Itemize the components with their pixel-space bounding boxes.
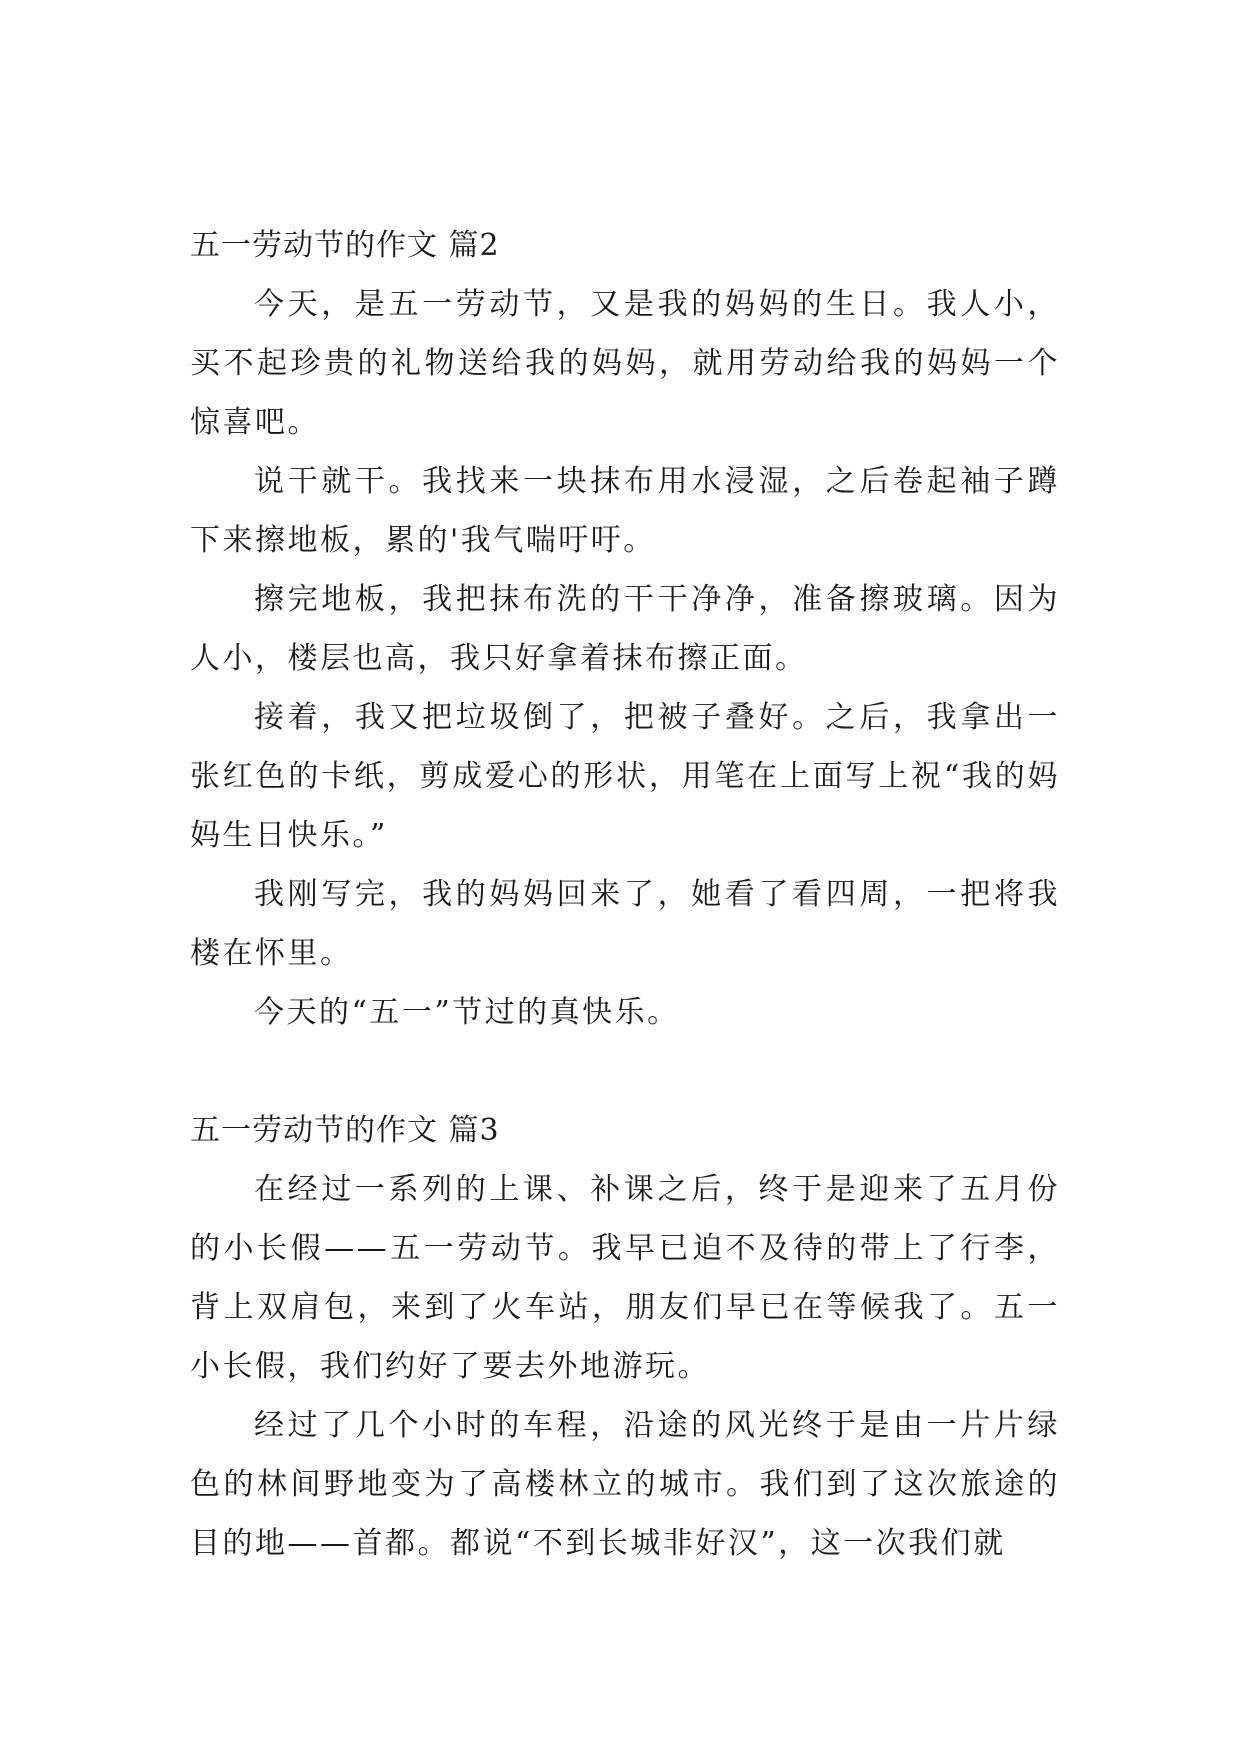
section-title-2: 五一劳动节的作文 篇2	[190, 228, 500, 263]
essay-body	[190, 216, 1060, 1573]
section-spacer	[190, 1042, 1060, 1101]
paragraph: 擦完地板，我把抹布洗的干干净净，准备擦玻璃。因为人小，楼层也高，我只好拿着抹布擦正面。	[190, 582, 1060, 676]
paragraph: 经过了几个小时的车程，沿途的风光终于是由一片片绿色的林间野地变为了高楼林立的城市。我们到了这次旅途的目的地——首都。都说“不到长城非好汉”，这一次我们就	[190, 1408, 1060, 1561]
section-title-3: 五一劳动节的作文 篇3	[190, 1113, 500, 1148]
paragraph: 接着，我又把垃圾倒了，把被子叠好。之后，我拿出一张红色的卡纸，剪成爱心的形状，用笔在上面写上祝“我的妈妈生日快乐。”	[190, 700, 1060, 853]
paragraph: 说干就干。我找来一块抹布用水浸湿，之后卷起袖子蹲下来擦地板，累的'我气喘吁吁。	[190, 464, 1060, 558]
paragraph: 我刚写完，我的妈妈回来了，她看了看四周，一把将我楼在怀里。	[190, 877, 1060, 971]
paragraph: 今天的“五一”节过的真快乐。	[254, 995, 680, 1030]
paragraph: 在经过一系列的上课、补课之后，终于是迎来了五月份的小长假——五一劳动节。我早已迫不及待的带上了行李，背上双肩包，来到了火车站，朋友们早已在等候我了。五一小长假，我们约好了要去外地游玩。	[190, 1172, 1060, 1384]
paragraph: 今天，是五一劳动节，又是我的妈妈的生日。我人小，买不起珍贵的礼物送给我的妈妈，就用劳动给我的妈妈一个惊喜吧。	[190, 287, 1060, 440]
